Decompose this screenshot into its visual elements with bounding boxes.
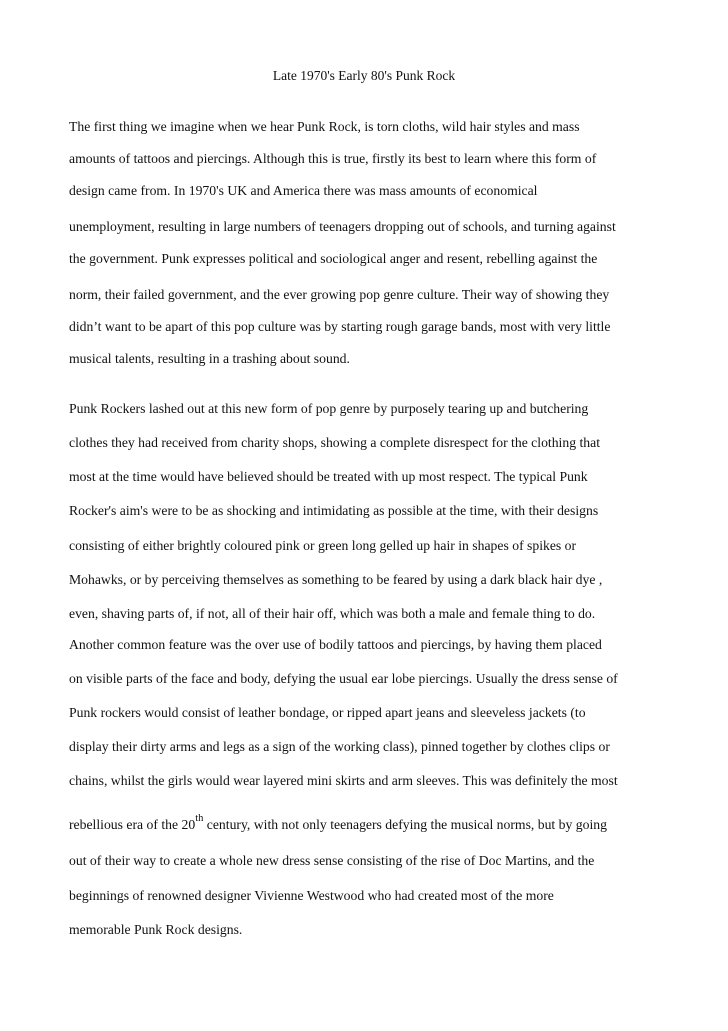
paragraph-1-line: didn’t want to be apart of this pop culture was by starting rough garage bands, most with very little [69,319,611,334]
paragraph-1-line: musical talents, resulting in a trashing about sound. [69,351,350,366]
paragraph-2-line: most at the time would have believed should be treated with up most respect. The typical Punk [69,469,588,484]
document-title: Late 1970's Early 80's Punk Rock [272,68,456,83]
paragraph-2-line: out of their way to create a whole new dress sense consisting of the rise of Doc Martins, and the [69,853,595,868]
paragraph-1-line: design came from. In 1970's UK and America there was mass amounts of economical [69,183,538,198]
paragraph-1-line: unemployment, resulting in large numbers of teenagers dropping out of schools, and turning against [69,219,616,234]
paragraph-2-line: Rocker's aim's were to be as shocking and intimidating as possible at the time, with their designs [69,503,599,518]
paragraph-1-line: norm, their failed government, and the ever growing pop genre culture. Their way of showing they [69,287,610,302]
paragraph-1-line: The first thing we imagine when we hear Punk Rock, is torn cloths, wild hair styles and mass [69,119,580,134]
paragraph-2-line: Punk rockers would consist of leather bondage, or ripped apart jeans and sleeveless jackets (to [69,705,586,720]
paragraph-2-line-century [69,813,607,833]
superscript-th: th [195,813,204,825]
paragraph-2-line: Punk Rockers lashed out at this new form of pop genre by purposely tearing up and butchering [69,401,589,416]
paragraph-2-line: consisting of either brightly coloured pink or green long gelled up hair in shapes of spikes or [69,538,577,553]
paragraph-1-line: the government. Punk expresses political and sociological anger and resent, rebelling against the [69,251,598,266]
paragraph-2-line: display their dirty arms and legs as a sign of the working class), pinned together by clothes clips or [69,739,610,754]
paragraph-2-line: clothes they had received from charity shops, showing a complete disrespect for the clothing that [69,435,600,450]
paragraph-2-line: memorable Punk Rock designs. [69,922,243,937]
paragraph-2-line: beginnings of renowned designer Vivienne Westwood who had created most of the more [69,888,554,903]
paragraph-2-line: Another common feature was the over use of bodily tattoos and piercings, by having them placed [69,637,602,652]
paragraph-2-line: chains, whilst the girls would wear layered mini skirts and arm sleeves. This was definitely the most [69,773,618,788]
paragraph-1-line: amounts of tattoos and piercings. Although this is true, firstly its best to learn where this form of [69,151,597,166]
paragraph-2-line: even, shaving parts of, if not, all of their hair off, which was both a male and female thing to do. [69,606,596,621]
paragraph-2-line: on visible parts of the face and body, defying the usual ear lobe piercings. Usually the dress sense of [69,671,618,686]
century-text-after: century, with not only teenagers defying the musical norms, but by going [203,817,607,832]
paragraph-2-line: Mohawks, or by perceiving themselves as something to be feared by using a dark black hair dye , [69,572,603,587]
century-text-before: rebellious era of the 20 [69,817,196,832]
